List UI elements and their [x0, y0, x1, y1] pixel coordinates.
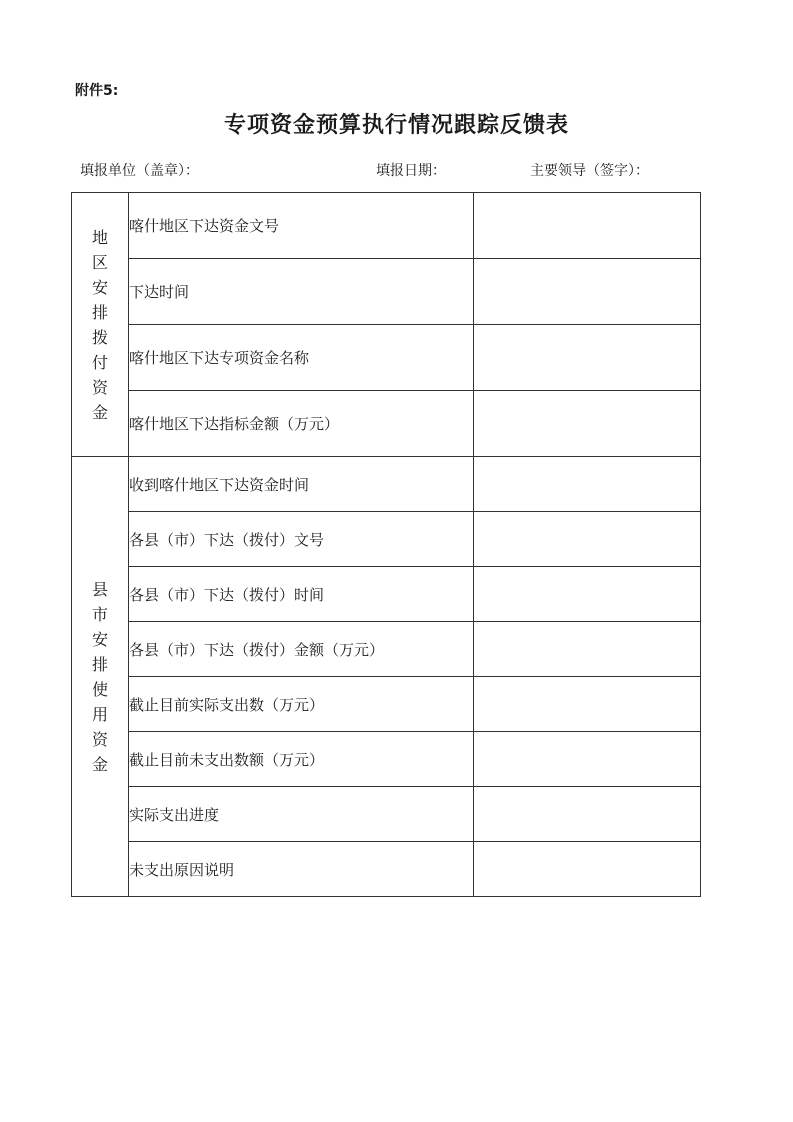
row-label: 各县（市）下达（拨付）时间 — [129, 567, 474, 622]
row-label: 下达时间 — [129, 259, 474, 325]
table-row — [72, 677, 701, 732]
table-row — [72, 193, 701, 259]
value-cell[interactable] — [474, 259, 701, 325]
group-label-regional: 地区安排拨付资金 — [72, 193, 129, 457]
value-cell[interactable] — [474, 677, 701, 732]
table-row — [72, 787, 701, 842]
table-row — [72, 259, 701, 325]
value-cell[interactable] — [474, 512, 701, 567]
row-label: 各县（市）下达（拨付）文号 — [129, 512, 474, 567]
table-row — [72, 622, 701, 677]
row-label: 截止目前未支出数额（万元） — [129, 732, 474, 787]
value-cell[interactable] — [474, 391, 701, 457]
value-cell[interactable] — [474, 325, 701, 391]
table-row — [72, 325, 701, 391]
table-row — [72, 457, 701, 512]
row-label: 喀什地区下达指标金额（万元） — [129, 391, 474, 457]
row-label: 喀什地区下达专项资金名称 — [129, 325, 474, 391]
fill-unit-label: 填报单位（盖章）： — [80, 163, 199, 179]
value-cell[interactable] — [474, 842, 701, 897]
value-cell[interactable] — [474, 457, 701, 512]
value-cell[interactable] — [474, 193, 701, 259]
value-cell[interactable] — [474, 732, 701, 787]
row-label: 喀什地区下达资金文号 — [129, 193, 474, 259]
page-title: 专项资金预算执行情况跟踪反馈表 — [223, 113, 569, 138]
table-row — [72, 732, 701, 787]
row-label: 截止目前实际支出数（万元） — [129, 677, 474, 732]
table-row — [72, 567, 701, 622]
table-row — [72, 842, 701, 897]
group-label-county: 县市安排使用资金 — [72, 457, 129, 897]
row-label: 收到喀什地区下达资金时间 — [129, 457, 474, 512]
table-row — [72, 512, 701, 567]
feedback-table — [71, 192, 701, 897]
attachment-label: 附件5: — [75, 83, 119, 99]
value-cell[interactable] — [474, 787, 701, 842]
value-cell[interactable] — [474, 622, 701, 677]
table-row — [72, 391, 701, 457]
value-cell[interactable] — [474, 567, 701, 622]
row-label: 各县（市）下达（拨付）金额（万元） — [129, 622, 474, 677]
leader-signature-label: 主要领导（签字）： — [530, 163, 649, 179]
row-label: 实际支出进度 — [129, 787, 474, 842]
fill-date-label: 填报日期： — [376, 163, 446, 179]
row-label: 未支出原因说明 — [129, 842, 474, 897]
